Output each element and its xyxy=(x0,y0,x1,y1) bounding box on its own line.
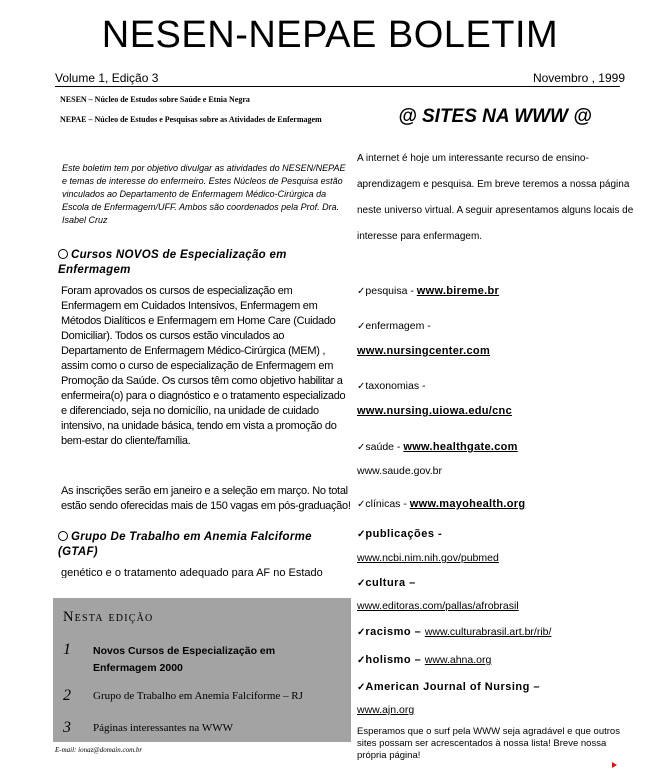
check-icon: ✓ xyxy=(357,529,366,540)
courses-paragraph: Foram aprovados os cursos de especialização em Enfermagem em Cuidados Intensivos, Enfermagem em Métodos Dialíticos e Enfermagem em Home Care (Cuidado Domiciliar). Todos os cursos estão vinculados ao Departamento de Enfermagem Médico-Cirúrgica (MEM) , assim como o curso de especialização de Enfermagem em Promoção da Saúde. Os cursos têm como objetivo habilitar a enfermeira(o) para o diagnóstico e o tratamento especializado e diferenciado, seja no domicílio, na unidade de cuidado intensivo, na unidade básica, tendo em vista a promoção do bem-estar do cliente/família. xyxy=(61,285,346,447)
gtaf-paragraph-cut: genético e o tratamento adequado para AF no Estado xyxy=(61,567,323,578)
email-address[interactable]: E-mail: ionaz@domain.com.br xyxy=(55,746,143,754)
closing-paragraph: Esperamos que o surf pela WWW seja agradável e que outros sites possam ser acrescentados à nossa lista! Breve nossa própria página! xyxy=(357,726,620,761)
issue-date: Novembro , 1999 xyxy=(532,71,625,85)
link-item xyxy=(357,380,426,392)
link-label: American Journal of Nursing – xyxy=(365,681,541,693)
check-icon: ✓ xyxy=(357,655,366,666)
link-label: clínicas - xyxy=(365,498,410,510)
link-url[interactable]: www.culturabrasil.art.br/rib/ xyxy=(424,626,552,638)
check-icon: ✓ xyxy=(357,627,366,638)
link-url-secondary[interactable]: www.saude.gov.br xyxy=(357,465,443,477)
inside-item[interactable]: Novos Cursos de Especialização em Enfermagem 2000 xyxy=(93,645,276,674)
volume-edition: Volume 1, Edição 3 xyxy=(55,71,159,85)
inside-item[interactable]: Páginas interessantes na WWW xyxy=(93,722,234,734)
link-label: racismo – xyxy=(365,626,425,638)
link-url[interactable]: www.mayohealth.org xyxy=(409,498,526,510)
link-url[interactable]: www.nursing.uiowa.edu/cnc xyxy=(357,405,512,417)
check-icon: ✓ xyxy=(357,381,366,392)
sites-intro: A internet é hoje um interessante recurso de ensino-aprendizagem e pesquisa. Em breve teremos a nossa página neste universo virtual. A seguir apresentamos alguns locais de interesse para enfermagem. xyxy=(357,153,634,242)
link-label: enfermagem - xyxy=(365,320,431,332)
link-url[interactable]: www.nursingcenter.com xyxy=(357,345,491,357)
link-url-line xyxy=(357,600,519,612)
link-label: publicações - xyxy=(365,528,443,540)
nesen-description: NESEN – Núcleo de Estudos sobre Saúde e Etnia Negra xyxy=(60,95,250,104)
link-url-line xyxy=(357,552,499,564)
newsletter-title: NESEN-NEPAE BOLETIM xyxy=(101,14,559,56)
sites-heading: @ SITES NA WWW @ xyxy=(398,106,592,127)
check-icon: ✓ xyxy=(357,321,366,332)
link-url-line xyxy=(357,405,512,417)
enrollment-paragraph: As inscrições serão em janeiro e a seleção em março. No total estão sendo oferecidas mais de 150 vagas em pós-graduação! xyxy=(61,485,351,512)
section-heading-courses xyxy=(58,248,348,278)
link-url[interactable]: www.ahna.org xyxy=(424,654,492,666)
link-item xyxy=(357,681,540,693)
link-url[interactable]: www.ncbi.nim.nih.gov/pubmed xyxy=(357,552,499,564)
link-label: holismo – xyxy=(365,654,425,666)
link-url-line xyxy=(357,704,414,716)
continue-arrow-icon xyxy=(612,762,617,768)
section-heading-text: Cursos NOVOS de Especialização em Enfermagem xyxy=(58,249,287,276)
link-label: taxonomias - xyxy=(365,380,426,392)
link-item xyxy=(357,577,416,589)
check-icon: ✓ xyxy=(357,442,366,453)
intro-paragraph: Este boletim tem por objetivo divulgar as atividades do NESEN/NEPAE e temas de interesse do enfermeiro. Estes Núcleos de Pesquisa estão vinculados ao Departamento de Enfermagem Médico-Cirúrgica da Escola de Enfermagem/UFF. Ambos são coordenados pela Prof. Dra. Isabel Cruz xyxy=(62,163,346,225)
link-item xyxy=(357,528,442,540)
nepae-description: NEPAE – Núcleo de Estudos e Pesquisas sobre as Atividades de Enfermagem xyxy=(60,115,322,124)
link-label: saúde - xyxy=(365,441,404,453)
link-item xyxy=(357,441,518,453)
item-number: 2 xyxy=(63,687,71,704)
link-label: cultura – xyxy=(365,577,416,589)
link-item xyxy=(357,654,491,666)
inside-box-title: Nesta edição xyxy=(63,609,154,625)
check-icon: ✓ xyxy=(357,682,366,693)
header-rule xyxy=(55,86,620,87)
link-label: pesquisa - xyxy=(365,285,417,297)
link-url-line xyxy=(357,465,442,477)
link-url[interactable]: www.healthgate.com xyxy=(403,441,518,453)
link-url-line xyxy=(357,345,490,357)
check-icon: ✓ xyxy=(357,499,366,510)
section-heading-gtaf xyxy=(58,530,348,560)
link-url[interactable]: www.editoras.com/pallas/afrobrasil xyxy=(357,600,519,612)
link-item xyxy=(357,498,525,510)
item-number: 1 xyxy=(63,641,71,658)
link-item xyxy=(357,285,499,297)
item-number: 3 xyxy=(63,719,71,736)
link-item xyxy=(357,626,551,638)
check-icon: ✓ xyxy=(357,578,366,589)
link-item xyxy=(357,320,431,332)
inside-item[interactable]: Grupo de Trabalho em Anemia Falciforme – RJ xyxy=(93,690,303,702)
link-url[interactable]: www.ajn.org xyxy=(357,704,415,716)
section-bullet-icon xyxy=(58,249,68,259)
section-heading-text: Grupo De Trabalho em Anemia Falciforme (GTAF) xyxy=(58,531,312,558)
check-icon: ✓ xyxy=(357,286,366,297)
link-url[interactable]: www.bireme.br xyxy=(416,285,500,297)
section-bullet-icon xyxy=(58,531,68,541)
